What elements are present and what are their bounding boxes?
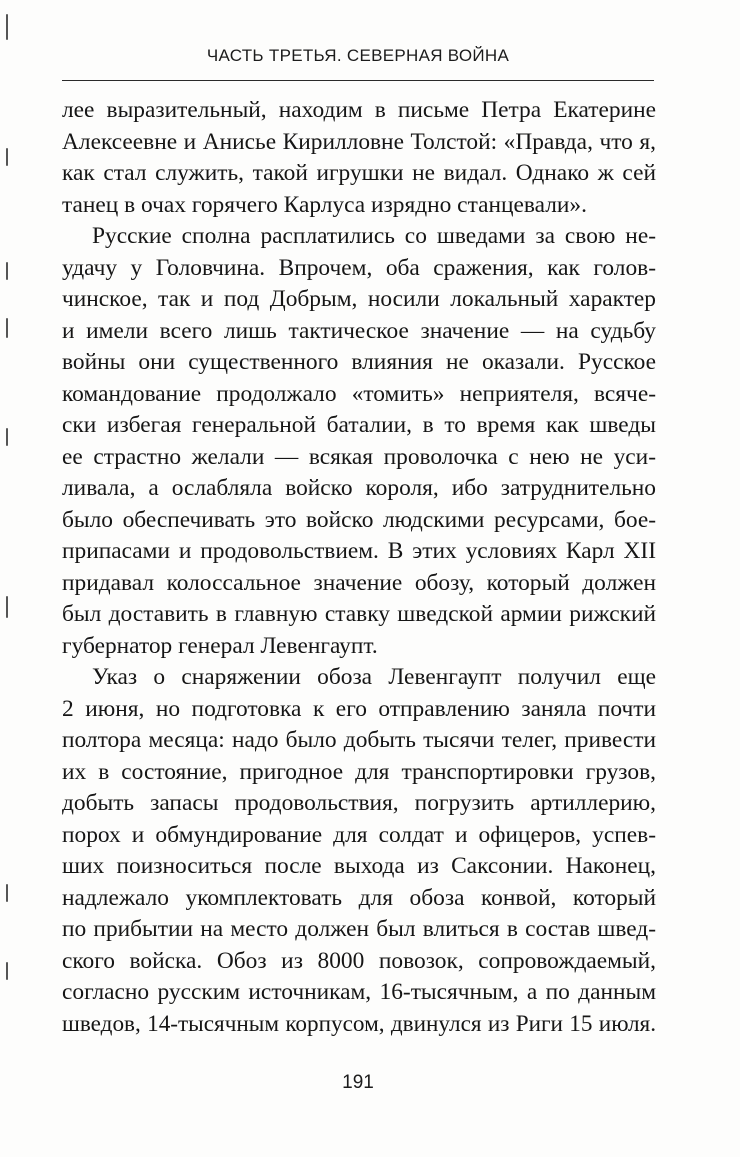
scan-margin-mark <box>6 148 8 166</box>
text-line: припасами и продовольствием. В этих условиях Карл XII <box>62 538 656 564</box>
scan-margin-mark <box>6 14 8 40</box>
text-line: полтора месяца: надо было добыть тысячи телег, привести <box>62 727 656 753</box>
text-line: губернатор генерал Левенгаупт. <box>62 632 378 659</box>
scan-margin-mark <box>6 262 8 280</box>
page-number: 191 <box>342 1072 374 1093</box>
text-line: лее выразительный, находим в письме Петра Екатерине <box>62 97 656 123</box>
text-line: ливала, а ослабляла войско короля, ибо затруднительно <box>62 475 656 501</box>
text-line: по прибытии на место должен был влиться в состав швед- <box>62 916 656 942</box>
text-line: удачу у Головчина. Впрочем, оба сражения, как голов- <box>62 254 656 281</box>
text-line: Указ о снаряжении обоза Левенгаупт получил еще <box>92 664 656 690</box>
scan-margin-mark <box>6 884 8 902</box>
body-text <box>62 95 656 1040</box>
scan-margin-mark <box>6 962 8 980</box>
text-line: ее страстно желали — всякая проволочка с нею не уси- <box>62 443 656 470</box>
text-line: войны они существенного влияния не оказали. Русское <box>62 349 656 375</box>
text-line: Русские сполна расплатились со шведами за свою не- <box>92 223 656 249</box>
text-line: 2 июня, но подготовка к его отправлению заняла почти <box>62 695 656 722</box>
text-line: надлежало укомплектовать для обоза конвой, который <box>62 884 656 911</box>
scan-margin-mark <box>6 428 8 446</box>
text-line: ского войска. Обоз из 8000 повозок, сопровождаемый, <box>62 947 656 974</box>
text-line: согласно русским источникам, 16-тысячным, а по данным <box>62 979 656 1005</box>
header-rule <box>62 80 654 81</box>
scan-margin-mark <box>6 318 8 338</box>
text-line: был доставить в главную ставку шведской армии рижский <box>62 601 656 627</box>
text-line: было обеспечивать это войско людскими ресурсами, бое- <box>62 506 656 533</box>
text-line: танец в очах горячего Карлуса изрядно станцевали». <box>62 191 587 218</box>
text-line: придавал колоссальное значение обозу, который должен <box>62 569 656 596</box>
text-line: командование продолжало «томить» неприятеля, всяче- <box>62 380 656 407</box>
text-line: как стал служить, такой игрушки не видал. Однако ж сей <box>62 160 656 186</box>
text-line: и имели всего лишь тактическое значение — на судьбу <box>62 317 656 344</box>
text-line: добыть запасы продовольствия, погрузить артиллерию, <box>62 790 656 816</box>
text-line: шведов, 14-тысячным корпусом, двинулся из Риги 15 июля. <box>62 1010 656 1037</box>
text-line: ших поизноситься после выхода из Саксонии. Наконец, <box>62 853 656 879</box>
text-line: их в состояние, пригодное для транспортировки грузов, <box>62 758 656 785</box>
running-head: ЧАСТЬ ТРЕТЬЯ. СЕВЕРНАЯ ВОЙНА <box>206 46 510 65</box>
text-line: ски избегая генеральной баталии, в то время как шведы <box>62 412 656 438</box>
scan-margin-mark <box>6 596 8 618</box>
text-line: Алексеевне и Анисье Кирилловне Толстой: «Правда, что я, <box>62 128 656 155</box>
text-line: чинское, так и под Добрым, носили локальный характер <box>62 286 656 312</box>
text-line: порох и обмундирование для солдат и офицеров, успев- <box>62 821 656 848</box>
